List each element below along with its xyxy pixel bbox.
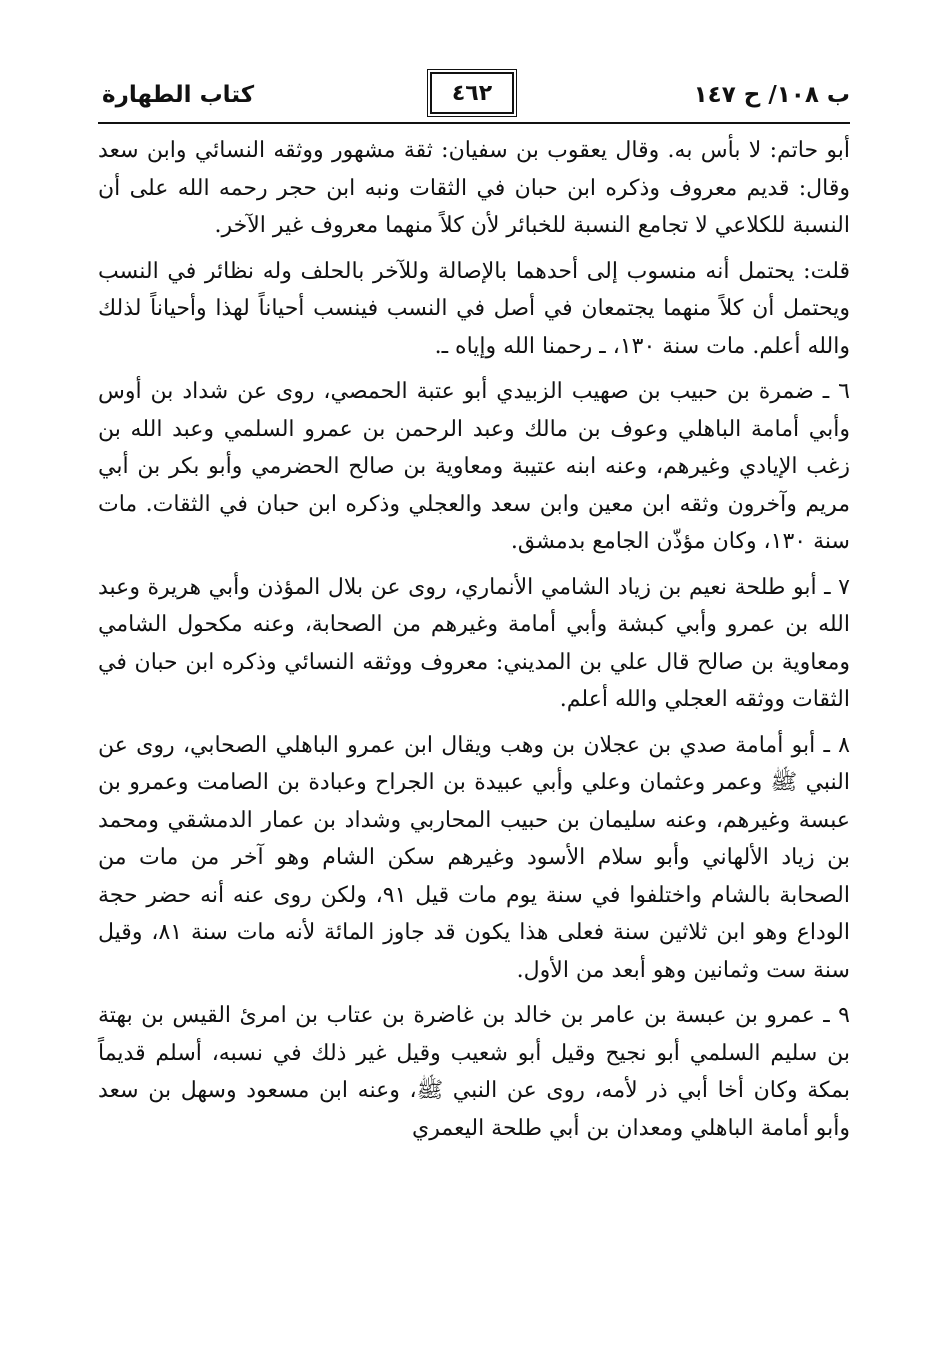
header-rule xyxy=(98,122,850,124)
paragraph-note: قلت: يحتمل أنه منسوب إلى أحدهما بالإصالة وللآخر بالحلف وله نظائر في النسب ويحتمل أن كلاً منهما يجتمعان في أصل في النسب فينسب أحياناً لهذا وأحياناً لذلك والله أعلم. مات سنة ١٣٠، ـ رحمنا الله وإياه ـ. xyxy=(98,258,850,359)
paragraph-entry-7: ٧ ـ أبو طلحة نعيم بن زياد الشامي الأنماري، روى عن بلال المؤذن وأبي هريرة وعبد الله بن عمرو وأبي كبشة وأبي أمامة وغيرهم من الصحابة، وعنه مكحول الشامي ومعاوية بن صالح قال علي بن المديني: معروف ووثقه النسائي وذكره ابن حبان في الثقات ووثقه العجلي والله أعلم. xyxy=(98,574,850,712)
paragraph-entry-9: ٩ ـ عمرو بن عبسة بن عامر بن خالد بن غاضرة بن عتاب بن امرئ القيس بن بهتة بن سليم السلمي أبو نجيح وقيل أبو شعيب وقيل غير ذلك في نسبه، أسلم قديماً بمكة وكان أخا أبي ذر لأمه، روى عن النبي ﷺ، وعنه ابن مسعود وسهل بن سعد وأبو أمامة الباهلي ومعدان بن أبي طلحة اليعمري xyxy=(98,1003,850,1141)
paragraph-entry-8: ٨ ـ أبو أمامة صدي بن عجلان بن وهب ويقال ابن عمرو الباهلي الصحابي، روى عن النبي ﷺ وعمر وعثمان وعلي وأبي عبيدة بن الجراح وعبادة بن الصامت وعمرو بن عبسة وغيرهم، وعنه سليمان بن حبيب المحاربي وشداد بن عمار الدمشقي ومحمد بن زياد الألهاني وأبو سلام الأسود وغيرهم سكن الشام وهو آخر من مات من الصحابة بالشام واختلفوا في سنة يوم مات قيل ٩١، ولكن روى عنه أنه حضر حجة الوداع وهو ابن ثلاثين سنة فعلى هذا يكون قد جاوز المائة لأنه مات سنة ٨١، وقيل سنة ست وثمانين وهو أبعد من الأول. xyxy=(98,732,850,983)
body-text xyxy=(98,132,850,1312)
paragraph-entry-6: ٦ ـ ضمرة بن حبيب بن صهيب الزبيدي أبو عتبة الحمصي، روى عن شداد بن أوس وأبي أمامة الباهلي وعوف بن مالك وعبد الرحمن بن عمرو السلمي وعبد الله بن زغب الإيادي وغيرهم، وعنه ابنه عتيبة ومعاوية بن صالح الحضرمي وأبو بكر بن أبي مريم وآخرون وثقه ابن معين وابن سعد والعجلي وذكره ابن حبان في الثقات. مات سنة ١٣٠، وكان مؤذّن الجامع بدمشق. xyxy=(98,379,851,554)
paragraph-continuation: أبو حاتم: لا بأس به. وقال يعقوب بن سفيان: ثقة مشهور ووثقه النسائي وابن سعد وقال: قديم معروف وذكره ابن حبان في الثقات ونبه ابن حجر رحمه الله على أن النسبة للكلاعي لا تجامع النسبة للخبائر لأن كلاً منهما معروف غير الآخر. xyxy=(98,138,850,238)
page-number: ٤٦٢ xyxy=(430,72,514,114)
page-header xyxy=(98,72,850,116)
book-title: كتاب الطهارة xyxy=(102,82,255,108)
reference-label: ب ١٠٨/ ح ١٤٧ xyxy=(693,82,850,108)
